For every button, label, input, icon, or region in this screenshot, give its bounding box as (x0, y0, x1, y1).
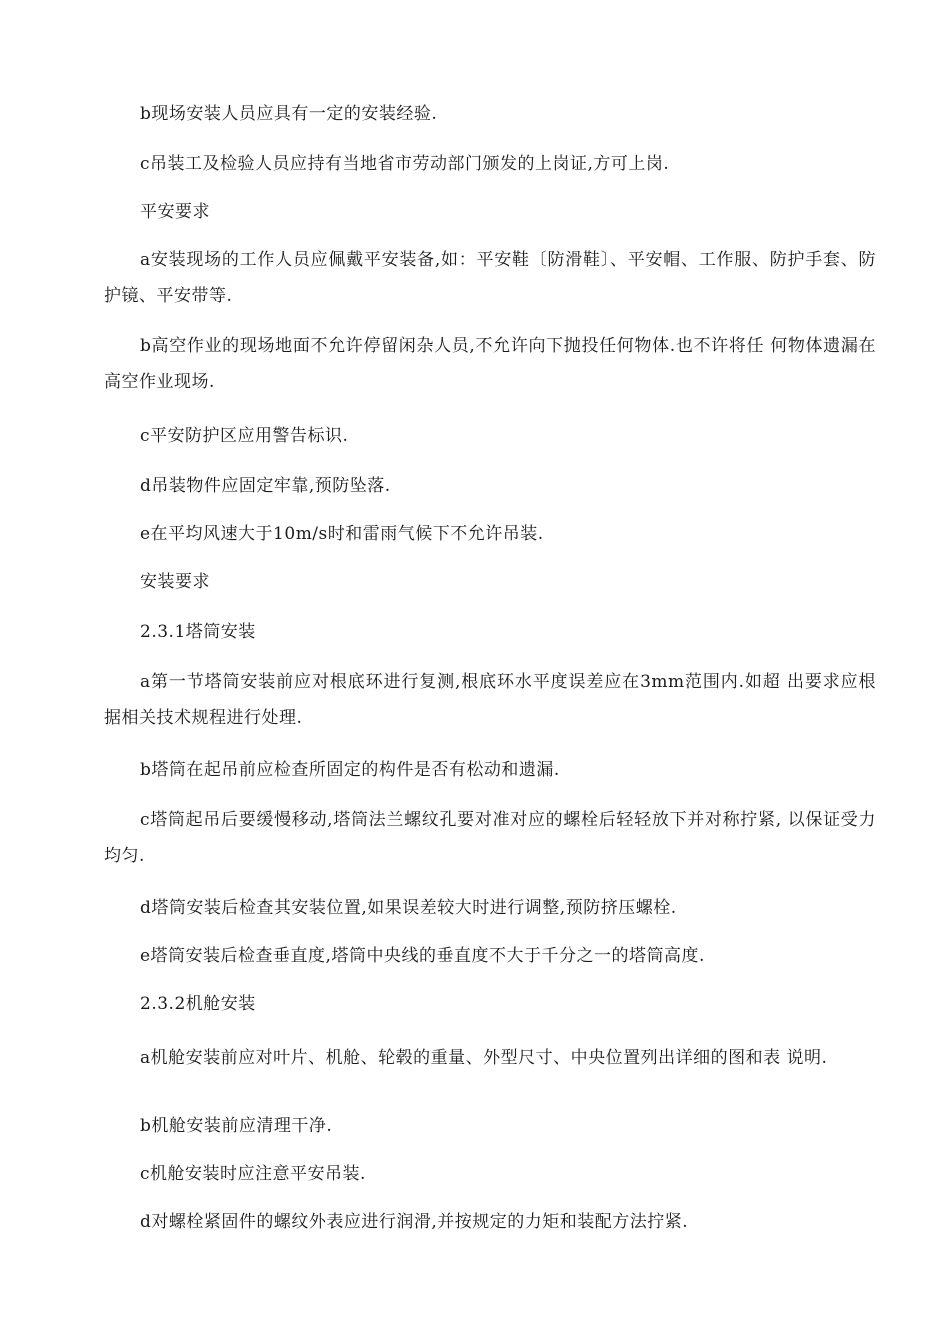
paragraph-b-high-altitude: b高空作业的现场地面不允许停留闲杂人员,不允许向下抛投任何物体.也不许将任 何物体遗漏在高空作业现场. (104, 336, 876, 392)
heading-installation-requirements: 安装要求 (140, 572, 210, 592)
paragraph-b-nacelle-clean: b机舱安装前应清理干净. (140, 1116, 333, 1136)
paragraph-d-bolt-lubrication: d对螺栓紧固件的螺纹外表应进行润滑,并按规定的力矩和装配方法拧紧. (140, 1212, 689, 1232)
paragraph-c-tower-lifting: c塔筒起吊后要缓慢移动,塔筒法兰螺纹孔要对准对应的螺栓后轻轻放下并对称拧紧, 以保证受力均匀. (104, 810, 876, 866)
paragraph-b-experience: b现场安装人员应具有一定的安装经验. (140, 104, 438, 124)
paragraph-a-foundation-ring: a第一节塔筒安装前应对根底环进行复测,根底环水平度误差应在3mm范围内.如超 出要求应根据相关技术规程进行处理. (104, 672, 876, 728)
heading-nacelle-installation: 2.3.2机舱安装 (140, 994, 256, 1014)
paragraph-c-certificate: c吊装工及检验人员应持有当地省市劳动部门颁发的上岗证,方可上岗. (140, 154, 670, 174)
paragraph-e-wind-speed: e在平均风速大于10m/s时和雷雨气候下不允许吊装. (140, 524, 544, 544)
paragraph-c-warning-signs: c平安防护区应用警告标识. (140, 426, 349, 446)
heading-safety-requirements: 平安要求 (140, 202, 210, 222)
paragraph-b-tower-check: b塔筒在起吊前应检查所固定的构件是否有松动和遗漏. (140, 760, 560, 780)
paragraph-d-tower-position: d塔筒安装后检查其安装位置,如果误差较大时进行调整,预防挤压螺栓. (140, 898, 677, 918)
paragraph-a-protective-gear: a安装现场的工作人员应佩戴平安装备,如：平安鞋〔防滑鞋〕、平安帽、工作服、防护手套、防护镜、平安带等. (104, 250, 876, 306)
paragraph-d-secure-items: d吊装物件应固定牢靠,预防坠落. (140, 476, 391, 496)
paragraph-e-tower-verticality: e塔筒安装后检查垂直度,塔筒中央线的垂直度不大于千分之一的塔筒高度. (140, 946, 705, 966)
paragraph-c-nacelle-lifting: c机舱安装时应注意平安吊装. (140, 1164, 366, 1184)
paragraph-a-nacelle-drawings: a机舱安装前应对叶片、机舱、轮毂的重量、外型尺寸、中央位置列出详细的图和表 说明. (140, 1048, 828, 1068)
heading-tower-installation: 2.3.1塔筒安装 (140, 622, 256, 642)
